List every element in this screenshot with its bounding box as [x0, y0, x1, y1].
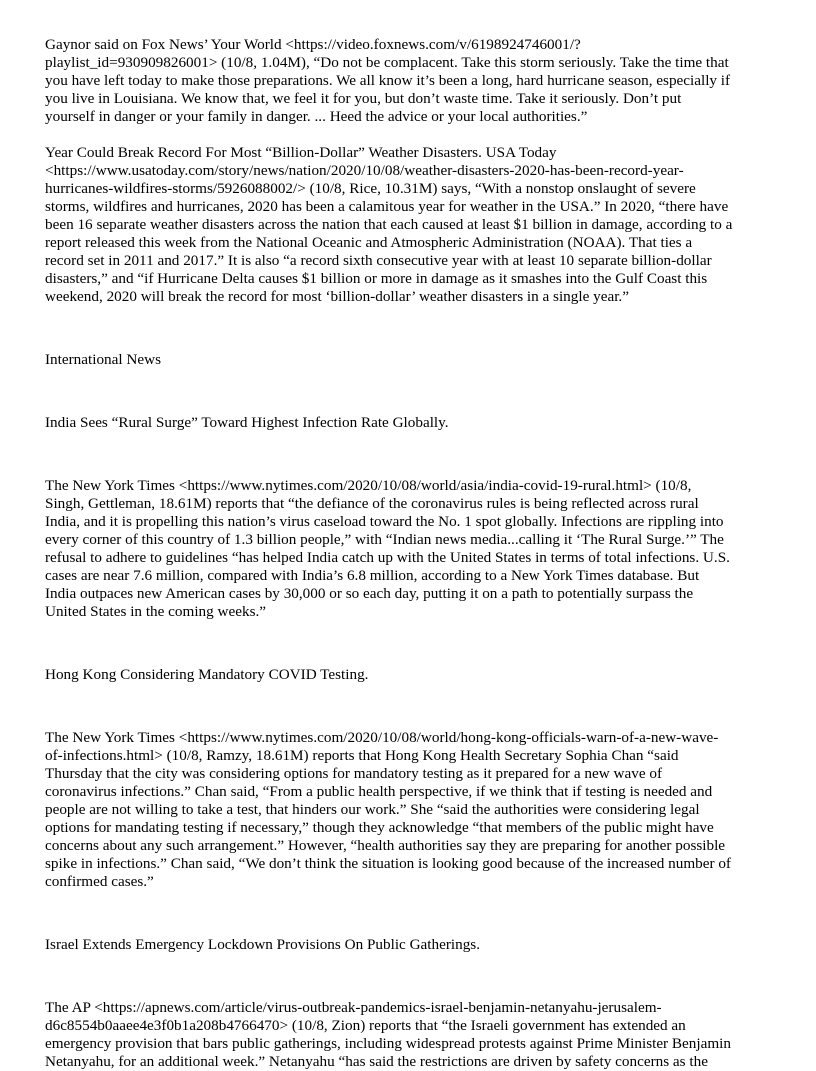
- text-line: Year Could Break Record For Most “Billion-Dollar” Weather Disasters. USA Today: [45, 144, 557, 161]
- text-line: concerns about any such arrangement.” However, “health authorities say they are preparing for another possible: [45, 837, 726, 854]
- story-headline-hong-kong: Hong Kong Considering Mandatory COVID Testing.: [45, 666, 369, 683]
- text-line: Gaynor said on Fox News’ Your World <https://video.foxnews.com/v/6198924746001/?: [45, 36, 581, 53]
- text-line: emergency provision that bars public gatherings, including widespread protests against Prime Minister Benjamin: [45, 1035, 731, 1052]
- text-line: playlist_id=930909826001> (10/8, 1.04M), “Do not be complacent. Take this storm seriously. Take the time that: [45, 54, 729, 71]
- text-line: d6c8554b0aaee4e3f0b1a208b4766470> (10/8, Zion) reports that “the Israeli government has extended an: [45, 1017, 686, 1034]
- spacer: [45, 396, 775, 414]
- spacer: [45, 432, 775, 459]
- text-line: weekend, 2020 will break the record for most ‘billion-dollar’ weather disasters in a single year.”: [45, 288, 629, 305]
- text-line: every corner of this country of 1.3 billion people,” with “Indian news media...calling it ‘The Rural Surge.’” The: [45, 531, 724, 548]
- spacer: [45, 369, 775, 396]
- text-line: record set in 2011 and 2017.” It is also “a record sixth consecutive year with at least 10 separate billion-dollar: [45, 252, 712, 269]
- paragraph-billion-dollar-disasters: [45, 144, 775, 306]
- spacer: [45, 891, 775, 918]
- text-line: refusal to adhere to guidelines “has helped India catch up with the United States in terms of total infections. U.S.: [45, 549, 730, 566]
- spacer: [45, 684, 775, 711]
- text-line: disasters,” and “if Hurricane Delta causes $1 billion or more in damage as it smashes into the Gulf Coast this: [45, 270, 708, 287]
- text-line: options for mandating testing if necessary,” though they acknowledge “that members of the public might have: [45, 819, 714, 836]
- text-line: confirmed cases.”: [45, 873, 154, 890]
- story-headline-israel: Israel Extends Emergency Lockdown Provisions On Public Gatherings.: [45, 936, 481, 953]
- document-page: [45, 36, 775, 1071]
- paragraph-israel-lockdown: [45, 999, 775, 1071]
- paragraph-india-rural-surge: [45, 477, 775, 621]
- text-line: United States in the coming weeks.”: [45, 603, 267, 620]
- text-line: you live in Louisiana. We know that, we feel it for you, but don’t waste time. Take it seriously. Don’t put: [45, 90, 682, 107]
- text-line: The New York Times <https://www.nytimes.com/2020/10/08/world/asia/india-covid-19-rural.html> (10/8,: [45, 477, 692, 494]
- spacer: [45, 621, 775, 648]
- text-line: people are not willing to take a test, that hinders our work.” She “said the authorities were considering legal: [45, 801, 700, 818]
- text-line: report released this week from the National Oceanic and Atmospheric Administration (NOAA). That ties a: [45, 234, 693, 251]
- text-line: you have left today to make those preparations. We all know it’s been a long, hard hurricane season, especially if: [45, 72, 731, 89]
- text-line: yourself in danger or your family in danger. ... Heed the advice or your local authorities.”: [45, 108, 588, 125]
- text-line: Netanyahu, for an additional week.” Netanyahu “has said the restrictions are driven by safety concerns as the: [45, 1053, 708, 1070]
- text-line: been 16 separate weather disasters across the nation that each caused at least $1 billion in damage, according to a: [45, 216, 733, 233]
- spacer: [45, 306, 775, 333]
- text-line: India, and it is propelling this nation’s virus caseload toward the No. 1 spot globally. Infections are rippling into: [45, 513, 724, 530]
- spacer: [45, 954, 775, 981]
- text-line: India outpaces new American cases by 30,000 or so each day, putting it on a path to potentially surpass the: [45, 585, 694, 602]
- text-line: of-infections.html> (10/8, Ramzy, 18.61M) reports that Hong Kong Health Secretary Sophia Chan “said: [45, 747, 679, 764]
- section-heading-international-news: International News: [45, 351, 161, 368]
- story-headline-india: India Sees “Rural Surge” Toward Highest Infection Rate Globally.: [45, 414, 449, 431]
- spacer: [45, 459, 775, 477]
- spacer: [45, 648, 775, 666]
- spacer: [45, 126, 775, 144]
- paragraph-hong-kong-testing: [45, 729, 775, 891]
- text-line: spike in infections.” Chan said, “We don’t think the situation is looking good because of the increased number of: [45, 855, 731, 872]
- text-line: storms, wildfires and hurricanes, 2020 has been a calamitous year for weather in the USA.” In 2020, “there have: [45, 198, 729, 215]
- spacer: [45, 918, 775, 936]
- text-line: The AP <https://apnews.com/article/virus-outbreak-pandemics-israel-benjamin-netanyahu-jerusalem-: [45, 999, 662, 1016]
- text-line: Thursday that the city was considering options for mandatory testing as it prepared for a new wave of: [45, 765, 663, 782]
- text-line: coronavirus infections.” Chan said, “From a public health perspective, if we think that if testing is needed and: [45, 783, 713, 800]
- text-line: Singh, Gettleman, 18.61M) reports that “the defiance of the coronavirus rules is being reflected across rural: [45, 495, 699, 512]
- text-line: The New York Times <https://www.nytimes.com/2020/10/08/world/hong-kong-officials-warn-of-a-new-wave-: [45, 729, 719, 746]
- text-line: <https://www.usatoday.com/story/news/nation/2020/10/08/weather-disasters-2020-has-been-record-year-: [45, 162, 684, 179]
- spacer: [45, 711, 775, 729]
- text-line: hurricanes-wildfires-storms/5926088002/> (10/8, Rice, 10.31M) says, “With a nonstop onslaught of severe: [45, 180, 696, 197]
- paragraph-gaynor-quote: [45, 36, 775, 126]
- spacer: [45, 333, 775, 351]
- text-line: cases are near 7.6 million, compared with India’s 6.8 million, according to a New York Times database. But: [45, 567, 700, 584]
- spacer: [45, 981, 775, 999]
